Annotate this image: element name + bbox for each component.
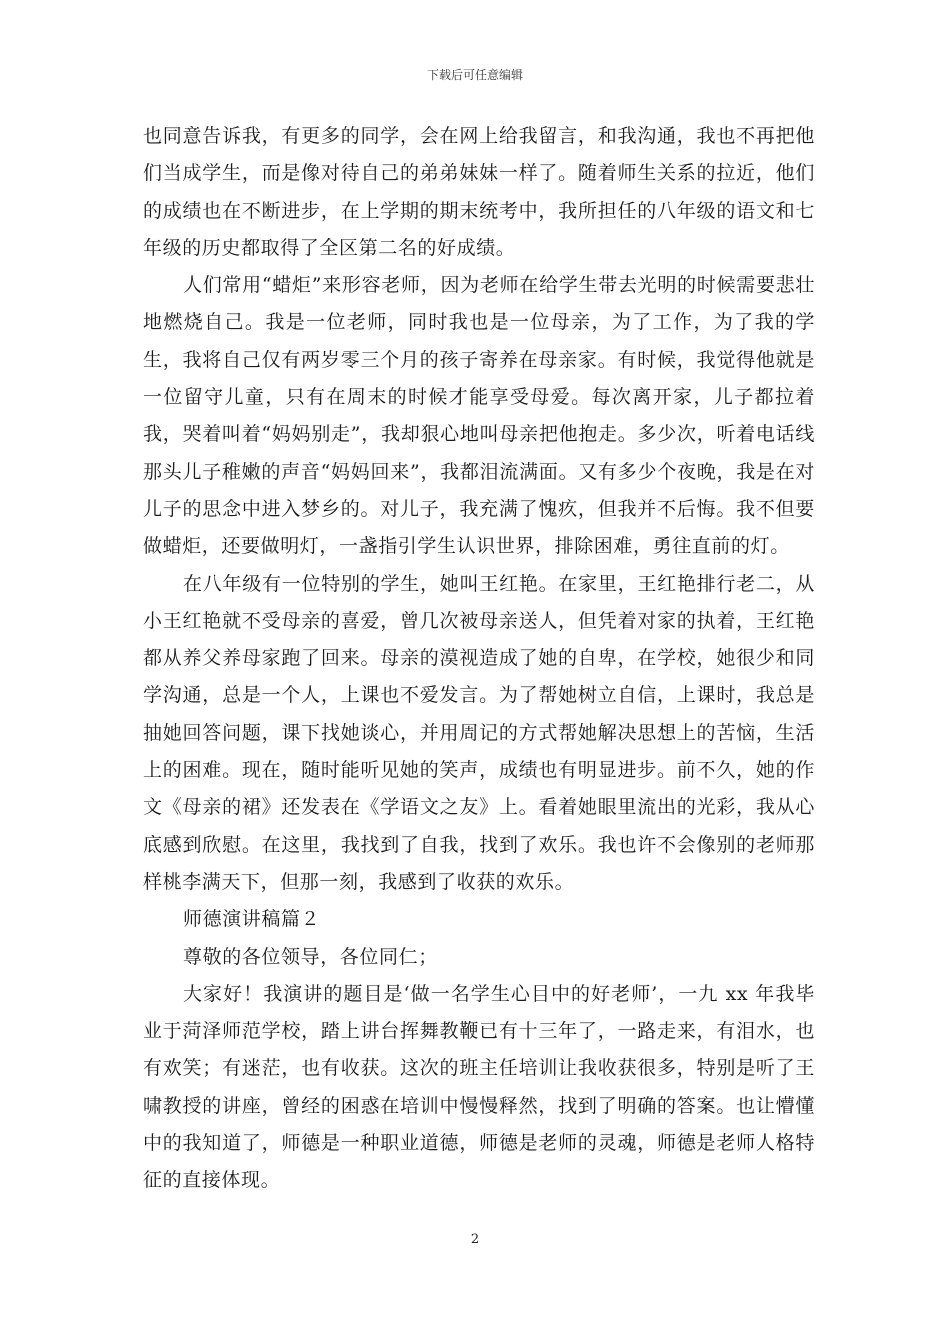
header-note: 下载后可任意编辑 <box>426 68 523 82</box>
page-number: 2 <box>470 1232 480 1247</box>
paragraph-speech-intro: 大家好！我演讲的题目是‘做一名学生心目中的好老师’，一九 xx 年我毕业于菏泽师范学校，踏上讲台挥舞教鞭已有十三年了，一路走来，有泪水，也有欢笑；有迷茫，也有收获。这次的班主任培训让我收获很多，特别是听了王啸教授的讲座，曾经的困惑在培训中慢慢释然，找到了明确的答案。也让懵懂中的我知道了，师德是一种职业道德，师德是老师的灵魂，师德是老师人格特征的直接体现。 <box>143 982 815 1192</box>
paragraph-continuation: 也同意告诉我，有更多的同学，会在网上给我留言，和我沟通，我也不再把他们当成学生，而是像对待自己的弟弟妹妹一样了。随着师生关系的拉近，他们的成绩也在不断进步，在上学期的期末统考中，我所担任的八年级的语文和七年级的历史都取得了全区第二名的好成绩。 <box>143 125 815 259</box>
salutation: 尊敬的各位领导，各位同仁； <box>183 945 438 968</box>
paragraph-student-story: 在八年级有一位特别的学生，她叫王红艳。在家里，王红艳排行老二，从小王红艳就不受母亲的喜爱，曾几次被母亲送人，但凭着对家的执着，王红艳都从养父养母家跑了回来。母亲的漠视造成了她的自卑，在学校，她很少和同学沟通，总是一个人，上课也不爱发言。为了帮她树立自信，上课时，我总是抽她回答问题，课下找她谈心，并用周记的方式帮她解决思想上的苦恼，生活上的困难。现在，随时能听见她的笑声，成绩也有明显进步。前不久，她的作文《母亲的裙》还发表在《学语文之友》上。看着她眼里流出的光彩，我从心底感到欣慰。在这里，我找到了自我，找到了欢乐。我也许不会像别的老师那样桃李满天下，但那一刻，我感到了收获的欢乐。 <box>143 572 815 893</box>
paragraph-candle: 人们常用“蜡炬”来形容老师，因为老师在给学生带去光明的时候需要悲壮地燃烧自己。我是一位老师，同时我也是一位母亲，为了工作，为了我的学生，我将自己仅有两岁零三个月的孩子寄养在母亲家。有时候，我觉得他就是一位留守儿童，只有在周末的时候才能享受母爱。每次离开家，儿子都拉着我，哭着叫着“妈妈别走”，我却狠心地叫母亲把他抱走。多少次，听着电话线那头儿子稚嫩的声音“妈妈回来”，我都泪流满面。又有多少个夜晚，我是在对儿子的思念中进入梦乡的。对儿子，我充满了愧疚，但我并不后悔。我不但要做蜡炬，还要做明灯，一盏指引学生认识世界，排除困难，勇往直前的灯。 <box>143 274 815 558</box>
document-body <box>143 118 815 1200</box>
section-heading: 师德演讲稿篇２ <box>183 908 321 931</box>
